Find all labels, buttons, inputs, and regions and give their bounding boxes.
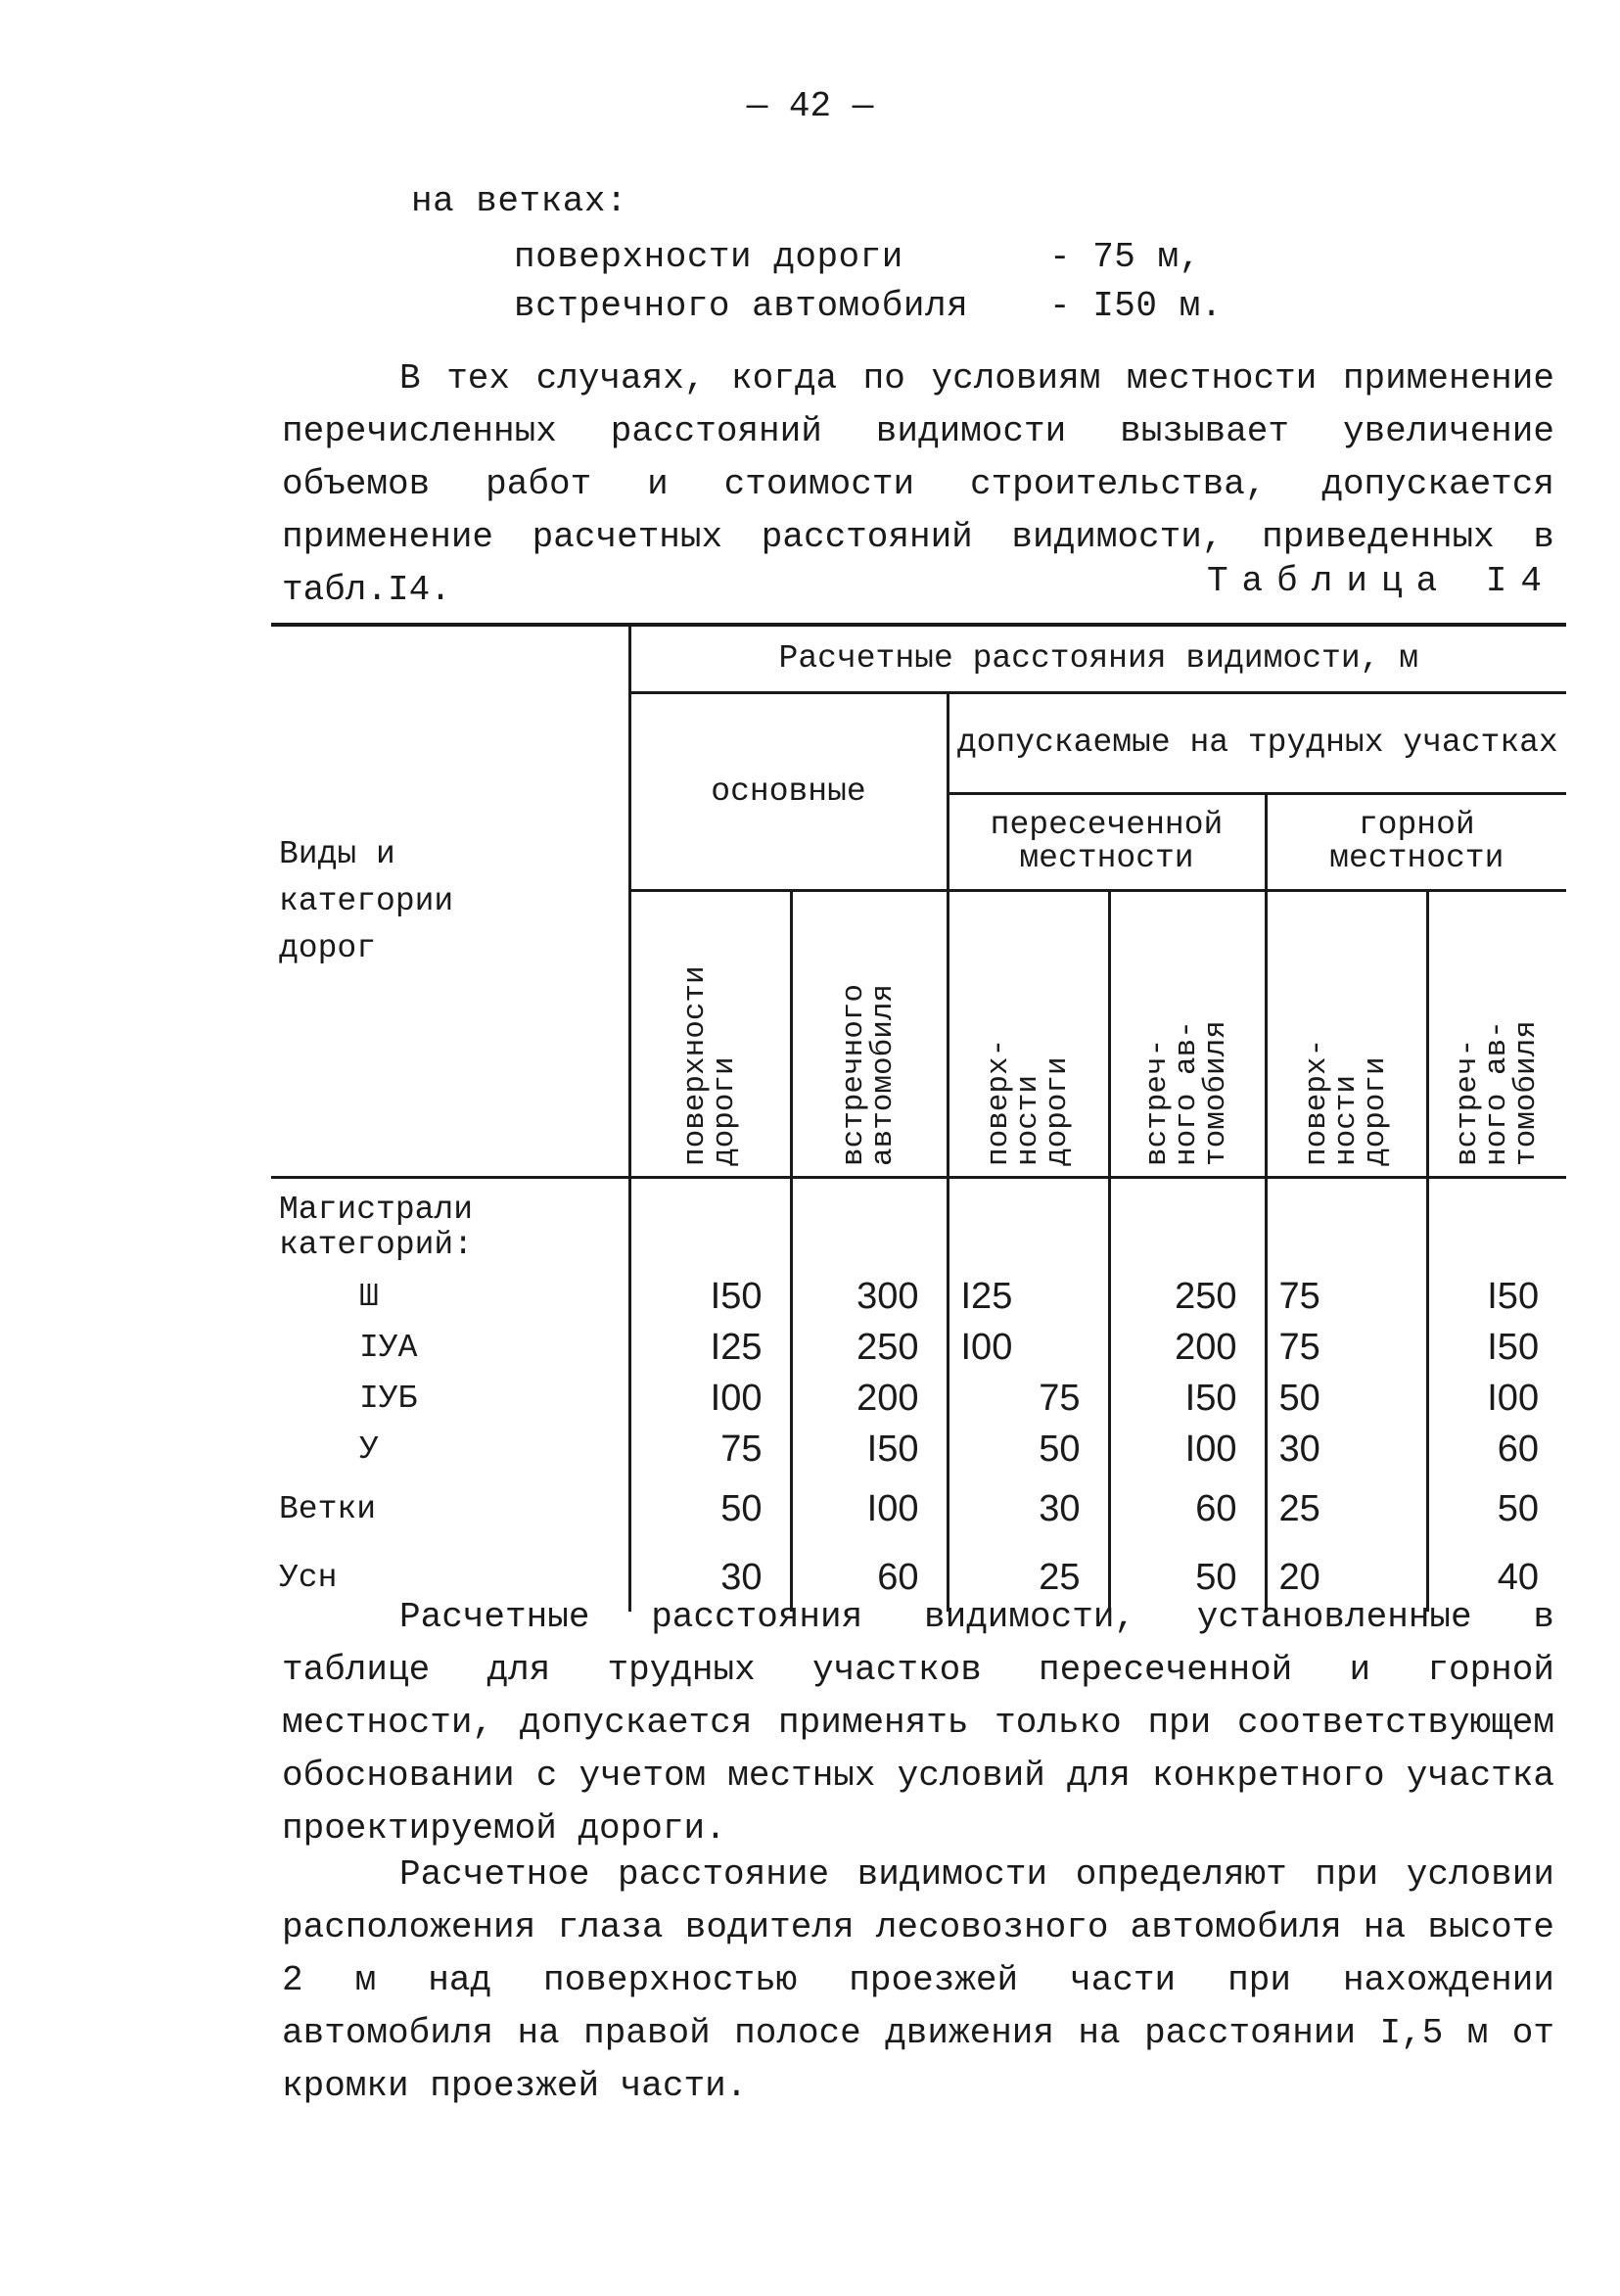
cell: 20 bbox=[1266, 1543, 1427, 1612]
cell: I50 bbox=[791, 1424, 948, 1475]
table-row bbox=[271, 1373, 1566, 1424]
col-surface: поверх- ности дороги bbox=[981, 1038, 1075, 1166]
visibility-item-value: - I50 м. bbox=[1049, 286, 1223, 326]
cell: 40 bbox=[1427, 1543, 1566, 1612]
cell: 60 bbox=[1427, 1424, 1566, 1475]
cell: 250 bbox=[791, 1322, 948, 1373]
allowed-header: допускаемые на трудных участках bbox=[948, 693, 1566, 794]
main-header: основные bbox=[629, 693, 948, 891]
cell: I00 bbox=[791, 1475, 948, 1543]
cell: 60 bbox=[791, 1543, 948, 1612]
cell: I25 bbox=[629, 1322, 791, 1373]
cell: 30 bbox=[948, 1475, 1109, 1543]
cell: 60 bbox=[1109, 1475, 1266, 1543]
cell: 50 bbox=[1266, 1373, 1427, 1424]
cell: I50 bbox=[1427, 1322, 1566, 1373]
row-label: Ш bbox=[359, 1278, 379, 1315]
table-row bbox=[271, 1322, 1566, 1373]
cell: 250 bbox=[1109, 1271, 1266, 1322]
section-label: Магистрали категорий: bbox=[279, 1192, 474, 1263]
col-surface: поверх- ности дороги bbox=[1299, 1038, 1393, 1166]
cell: I50 bbox=[1427, 1271, 1566, 1322]
col-oncoming: встреч- ного ав- томобиля bbox=[1450, 1020, 1544, 1166]
row-label: Усн bbox=[279, 1559, 338, 1596]
row-label: ІУА bbox=[359, 1329, 418, 1366]
cell: I00 bbox=[629, 1373, 791, 1424]
cell: I50 bbox=[1109, 1373, 1266, 1424]
cell: 25 bbox=[1266, 1475, 1427, 1543]
cell: I25 bbox=[948, 1271, 1109, 1322]
cell: 50 bbox=[629, 1475, 791, 1543]
cell: 25 bbox=[948, 1543, 1109, 1612]
cell: 75 bbox=[1266, 1271, 1427, 1322]
cell: 50 bbox=[1109, 1543, 1266, 1612]
cell: 50 bbox=[1427, 1475, 1566, 1543]
visibility-item-label: поверхности дороги bbox=[514, 237, 903, 277]
paragraph-3: Расчетное расстояние видимости определяют при условии расположения глаза водителя лесовозного автомобиля на высоте 2 м над поверхностью проезжей части при нахождении автомобиля на правой полосе движения на расстоянии I,5 м от кромки проезжей части. bbox=[282, 1854, 1554, 2106]
col-surface: поверхности дороги bbox=[677, 965, 742, 1166]
cell: 50 bbox=[948, 1424, 1109, 1475]
cell: I50 bbox=[629, 1271, 791, 1322]
cell: 30 bbox=[1266, 1424, 1427, 1475]
table-row bbox=[271, 1475, 1566, 1543]
cell: I00 bbox=[948, 1322, 1109, 1373]
cell: I00 bbox=[1427, 1373, 1566, 1424]
cell: 75 bbox=[629, 1424, 791, 1475]
cell: 75 bbox=[948, 1373, 1109, 1424]
col-oncoming: встречного автомобиля bbox=[837, 983, 901, 1166]
rough-terrain-header: пересеченной местности bbox=[948, 794, 1266, 891]
row-label: ІУБ bbox=[359, 1380, 418, 1417]
table-caption: Таблица I4 bbox=[1206, 561, 1555, 601]
table-row bbox=[271, 1271, 1566, 1322]
cell: 75 bbox=[1266, 1322, 1427, 1373]
table-row bbox=[271, 1424, 1566, 1475]
cell: 200 bbox=[1109, 1322, 1266, 1373]
group-header: Расчетные расстояния видимости, м bbox=[629, 625, 1566, 693]
paragraph-1: В тех случаях, когда по условиям местности применение перечисленных расстояний видимости вызывает увеличение объемов работ и стоимости строительства, допускается применение расчетных расстояний видимости, приведенных в табл.I4. bbox=[282, 358, 1554, 610]
visibility-item-value: - 75 м, bbox=[1049, 237, 1201, 277]
visibility-table bbox=[271, 623, 1566, 1612]
cell: I00 bbox=[1109, 1424, 1266, 1475]
mountain-terrain-header: горной местности bbox=[1266, 794, 1566, 891]
cell: 300 bbox=[791, 1271, 948, 1322]
paragraph-2: Расчетные расстояния видимости, установленные в таблице для трудных участков пересеченной и горной местности, допускается применять только при соответствующем обосновании с учетом местных условий для конкретного участка проектируемой дороги. bbox=[282, 1597, 1554, 1849]
page-number: — 42 — bbox=[746, 86, 874, 126]
cell: 30 bbox=[629, 1543, 791, 1612]
branch-intro: на ветках: bbox=[411, 181, 628, 221]
col-oncoming: встреч- ного ав- томобиля bbox=[1140, 1020, 1233, 1166]
row-label: У bbox=[359, 1430, 379, 1468]
row-header: Виды и категории дорог bbox=[279, 835, 454, 966]
row-label: Ветки bbox=[279, 1490, 377, 1527]
visibility-item-label: встречного автомобиля bbox=[514, 286, 969, 326]
cell: 200 bbox=[791, 1373, 948, 1424]
